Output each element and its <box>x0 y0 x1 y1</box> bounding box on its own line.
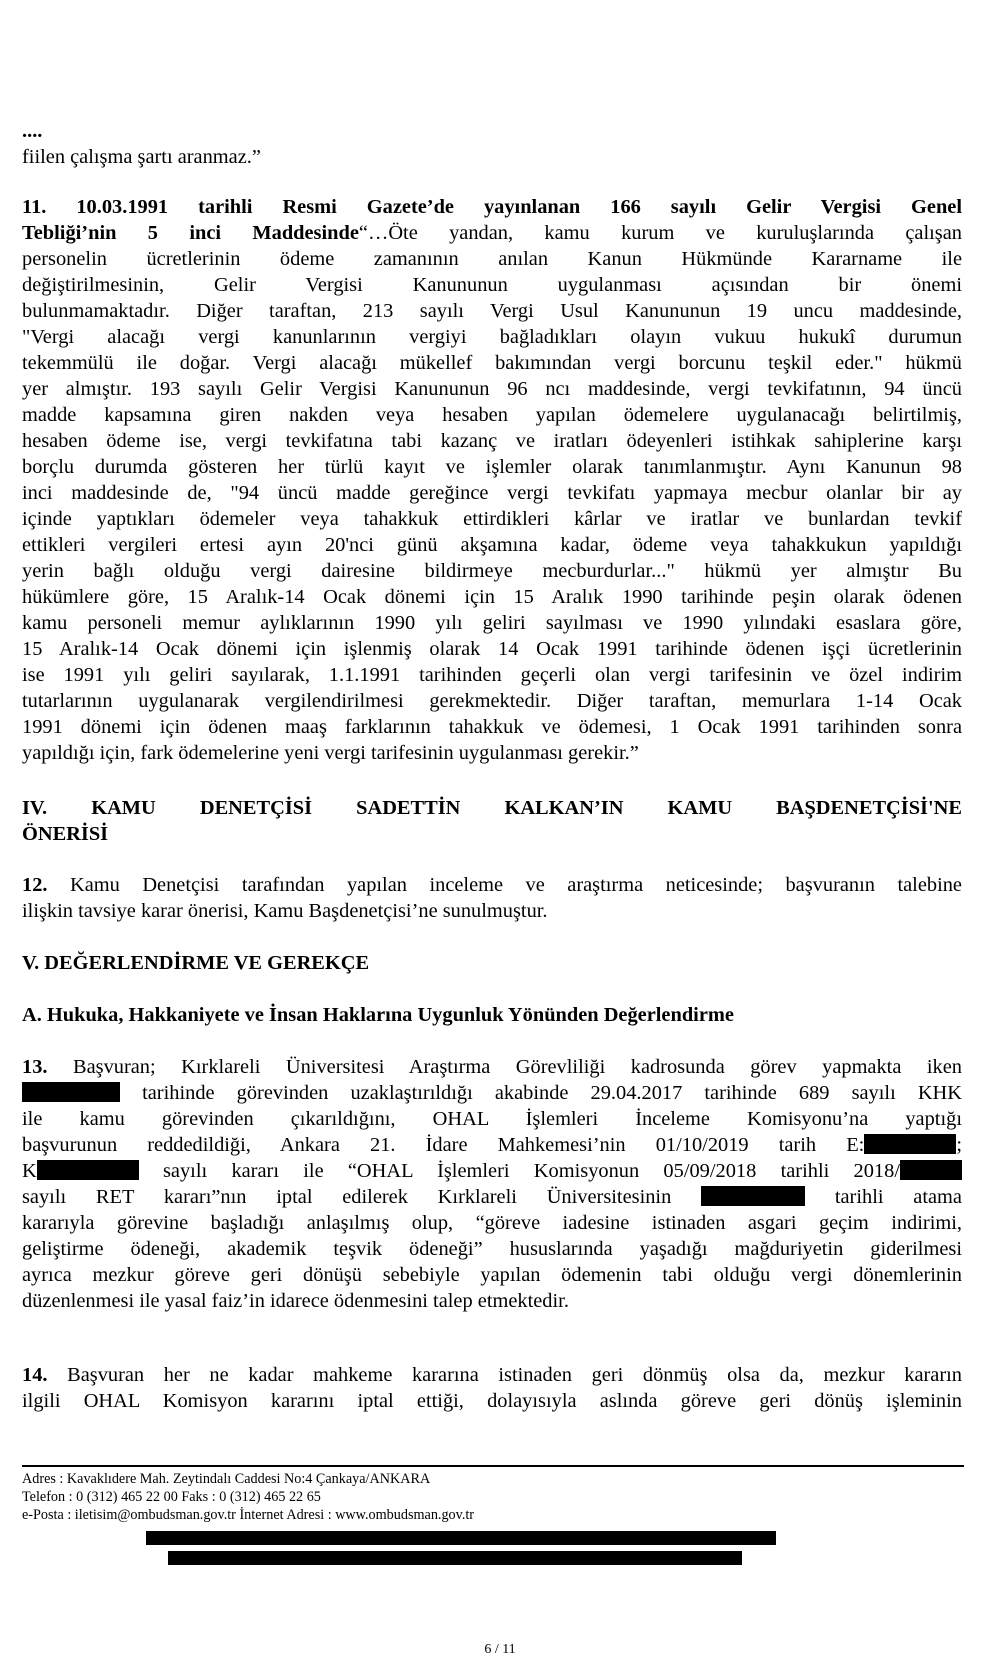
section-iv-heading: IV. KAMU DENETÇİSİ SADETTİN KALKAN’IN KAMU BAŞDENETÇİSİ'NE ÖNERİSİ <box>22 797 962 845</box>
paragraph-11-line: kamu personeli memur aylıklarının 1990 yılı geliri sayılması ve 1990 yılındaki esaslara göre, <box>22 612 962 634</box>
redaction-bar <box>146 1531 776 1545</box>
paragraph-11-line: personelin ücretlerinin ödeme zamanının anılan Kanun Hükmünde Kararname ile <box>22 248 962 270</box>
footer-divider <box>22 1465 964 1467</box>
redaction-box <box>37 1160 139 1180</box>
paragraph-number: 11. <box>22 196 47 218</box>
paragraph-11-line: madde kapsamına giren nakden veya hesaben yapılan ödemelere uygulanacağı belirtilmiş, <box>22 404 962 426</box>
redaction-box <box>900 1160 962 1180</box>
paragraph-number: 12. <box>22 874 48 896</box>
paragraph-14: 14. Başvuran her ne kadar mahkeme kararına istinaden geri dönmüş olsa da, mezkur kararın ilgili OHAL Komisyon kararını iptal ettiği, dolayısıyla aslında göreve geri dönüş işleminin <box>22 1364 962 1412</box>
paragraph-11-line: yerin bağlı olduğu vergi dairesine bildirmeye mecburdurlar..." hükmü yer almıştır Bu <box>22 560 962 582</box>
paragraph-11-line: içinde yaptıkları ödemeler veya tahakkuk ettirdikleri kârlar ve iratlar ve bunlardan tevkif <box>22 508 962 530</box>
section-v-heading: V. DEĞERLENDİRME VE GEREKÇE <box>22 952 370 974</box>
footer-email: e-Posta : iletisim@ombudsman.gov.tr İnternet Adresi : www.ombudsman.gov.tr <box>22 1507 475 1523</box>
paragraph-11-line: tutarlarının uygulanarak vergilendirilmesi gerekmektedir. Diğer taraftan, memurlara 1-14 Ocak <box>22 690 962 712</box>
paragraph-11-line: değiştirilmesinin, Gelir Vergisi Kanununun uygulanması açısından bir önemi <box>22 274 962 296</box>
redaction-box <box>22 1082 120 1102</box>
subsection-a-heading: A. Hukuka, Hakkaniyete ve İnsan Haklarına Uygunluk Yönünden Değerlendirme <box>22 1004 734 1026</box>
paragraph-11-line: 1991 dönemi için ödenen maaş farklarının tahakkuk ve ödemesi, 1 Ocak 1991 tarihinden sonra <box>22 716 962 738</box>
paragraph-11-line: yapıldığı için, fark ödemelerine yeni vergi tarifesinin uygulanması gerekir.” <box>22 742 639 764</box>
paragraph-11 <box>22 194 962 766</box>
paragraph-11-line: "Vergi alacağı vergi kanunlarının vergiyi bağladıkları olayın vukuu hukukî durumun <box>22 326 962 348</box>
paragraph-11-line: ettikleri vergileri ertesi ayın 20'nci günü akşamına kadar, ödeme veya tahakkukun yapıldığı <box>22 534 962 556</box>
ellipsis-dots: .... <box>22 120 43 142</box>
paragraph-11-line: Tebliği’nin 5 inci Maddesinde“…Öte yandan, kamu kurum ve kuruluşlarında çalışan <box>22 222 962 244</box>
paragraph-number: 13. <box>22 1056 48 1078</box>
redaction-box <box>864 1134 956 1154</box>
paragraph-11-line: 15 Aralık-14 Ocak dönemi için işlenmiş olarak 14 Ocak 1991 tarihinde ödenen işçi ücretlerinin <box>22 638 962 660</box>
paragraph-11-line: bulunmamaktadır. Diğer taraftan, 213 sayılı Vergi Usul Kanununun 19 uncu maddesinde, <box>22 300 962 322</box>
paragraph-11-line: borçlu durumda gösteren her türlü kayıt ve işlemler olarak tanımlanmıştır. Aynı Kanunun 98 <box>22 456 962 478</box>
paragraph-11-line: yer almıştır. 193 sayılı Gelir Vergisi Kanununun 96 ncı maddesinde, vergi tevkifatının, 94 üncü <box>22 378 962 400</box>
paragraph-11-line: tekemmülü ile doğar. Vergi alacağı mükellef bakımından vergi borcunu teşkil eder." hükmü <box>22 352 962 374</box>
paragraph-11-line: inci maddesinde de, "94 üncü madde gereğince vergi tevkifatı yapmaya mecbur olanlar bir ay <box>22 482 962 504</box>
redaction-box <box>701 1186 805 1206</box>
paragraph-11-line: ise 1991 yılı geliri sayılarak, 1.1.1991 tarihinden geçerli olan vergi tarifesinin ve özel indirim <box>22 664 962 686</box>
paragraph-number: 14. <box>22 1364 48 1386</box>
paragraph-13: 13. Başvuran; Kırklareli Üniversitesi Araştırma Görevliliği kadrosunda görev yapmakta iken tarihinde görevinden uzaklaştırıldığı akabinde 29.04.2017 tarihinde 689 sayılı KHK ile kamu görevinden çıkarıldığını, OHAL İşlemleri İnceleme Komisyonu’na yaptığı başvurunun reddedildiği, Ankara 21. İdare Mahkemesi’nin 01/10/2019 tarih E: ; K sayılı kararı ile “OHAL İşlemleri Komisyonun 05/09/2018 tarihli 2018/ sayılı RET kararı”nın iptal edilerek Kırklareli Üniversitesinin tarihli atama kararıyla görevine başladığı anlaşılmış olup, “göreve iadesine istinaden asgari geçim indirimi, geliştirme ödeneği, akademik teşvik ödeneği” hususlarında yaşadığı mağduriyetin giderilmesi ayrıca mezkur göreve geri dönüşü sebebiyle yapılan ödemenin tabi olduğu vergi dönemlerinin düzenlenmesi ile yasal faiz’in idarece ödenmesini talep etmektedir. <box>22 1056 963 1312</box>
page-number: 6 / 11 <box>484 1642 516 1657</box>
paragraph-11-line: hükümlere göre, 15 Aralık-14 Ocak dönemi için 15 Aralık 1990 tarihinde peşin olarak ödenen <box>22 586 962 608</box>
quote-ending: fiilen çalışma şartı aranmaz.” <box>22 146 261 168</box>
footer-phone: Telefon : 0 (312) 465 22 00 Faks : 0 (312) 465 22 65 <box>22 1489 321 1505</box>
paragraph-11-line: 11. 10.03.1991 tarihli Resmi Gazete’de yayınlanan 166 sayılı Gelir Vergisi Genel <box>22 196 962 218</box>
footer-address: Adres : Kavaklıdere Mah. Zeytindalı Caddesi No:4 Çankaya/ANKARA <box>22 1471 431 1487</box>
paragraph-11-line: hesaben ödeme ise, vergi tevkifatına tabi kazanç ve iratları ödeyenleri istihkak sahiplerine karşı <box>22 430 962 452</box>
redaction-bar <box>168 1551 742 1565</box>
paragraph-12: 12. Kamu Denetçisi tarafından yapılan inceleme ve araştırma neticesinde; başvuranın talebine ilişkin tavsiye karar önerisi, Kamu Başdenetçisi’ne sunulmuştur. <box>22 874 962 922</box>
